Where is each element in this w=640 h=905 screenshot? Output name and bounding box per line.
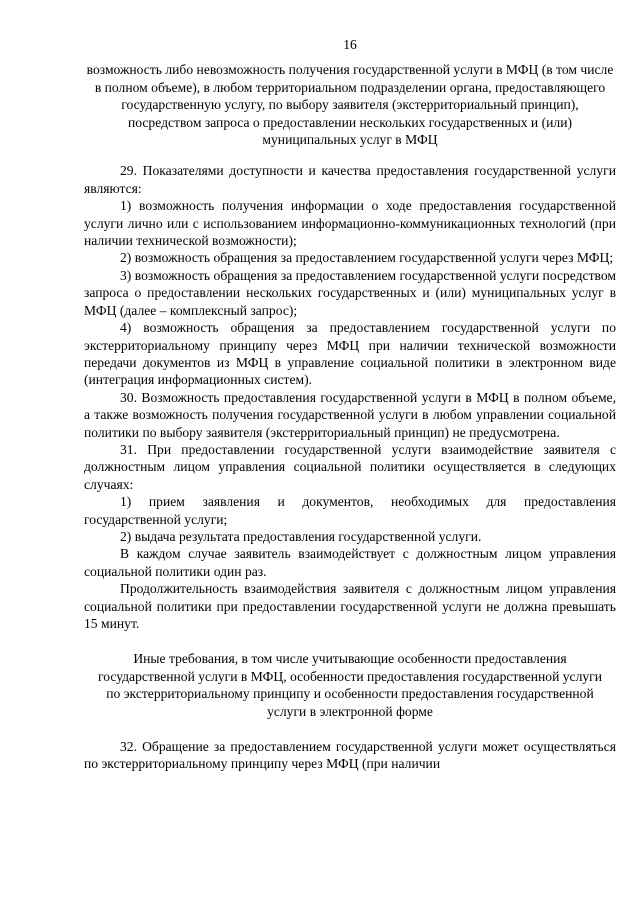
paragraph-30: 30. Возможность предоставления государственной услуги в МФЦ в полном объеме, а также возможность получения государственной услуги в любом управлении социальной политики по выбору заявителя (экстерриториальный принцип) не предусмотрена. (84, 389, 616, 440)
paragraph-31: 31. При предоставлении государственной услуги взаимодействие заявителя с должностным лицом управления социальной политики осуществляется в следующих случаях: (84, 441, 616, 492)
intro-centered-text: возможность либо невозможность получения государственной услуги в МФЦ (в том числе в полном объеме), в любом территориальном подразделении органа, предоставляющего государственную услугу, по выбору заявителя (экстерриториальный принцип), посредством запроса о предоставлении нескольких государственных и (или) муниципальных услуг в МФЦ (86, 62, 614, 148)
paragraph-29-item-2: 2) возможность обращения за предоставлением государственной услуги через МФЦ; (120, 250, 614, 266)
page-number: 16 (343, 37, 357, 52)
spacer (84, 148, 616, 162)
document-page (84, 28, 616, 773)
section-heading: Иные требования, в том числе учитывающие особенности предоставления государственной услуги в МФЦ, особенности предоставления государственной услуги по экстерриториальному принципу и особенности предоставления государственной услуги в электронной форме (97, 651, 603, 719)
paragraph-29-item-4: 4) возможность обращения за предоставлением государственной услуги по экстерриториальному принципу через МФЦ при наличии технической возможности передачи документов из МФЦ в управление социальной политики в электронном виде (интеграция информационных систем). (84, 320, 616, 388)
paragraph-32: 32. Обращение за предоставлением государственной услуги может осуществляться по экстерриториальному принципу через МФЦ (при наличии (84, 739, 616, 772)
paragraph-29-item-3: 3) возможность обращения за предоставлением государственной услуги посредством запроса о предоставлении нескольких государственных и (или) муниципальных услуг в МФЦ (далее – комплексный запрос); (84, 267, 616, 318)
paragraph-31-duration: Продолжительность взаимодействия заявителя с должностным лицом управления социальной политики при предоставлении государственной услуги не должна превышать 15 минут. (84, 581, 616, 631)
paragraph-31-item-2: 2) выдача результата предоставления государственной услуги. (120, 528, 482, 544)
paragraph-29-item-1: 1) возможность получения информации о ходе предоставления государственной услуги лично или с использованием информационно-коммуникационных технологий (при наличии технической возможности); (84, 198, 616, 249)
paragraph-29: 29. Показателями доступности и качества предоставления государственной услуги являются: (84, 163, 616, 196)
spacer (84, 720, 616, 738)
paragraph-31-item-1: 1) прием заявления и документов, необходимых для предоставления государственной услуги; (84, 494, 616, 527)
paragraph-31-note: В каждом случае заявитель взаимодействует с должностным лицом управления социальной политики один раз. (84, 546, 616, 579)
spacer (84, 632, 616, 650)
